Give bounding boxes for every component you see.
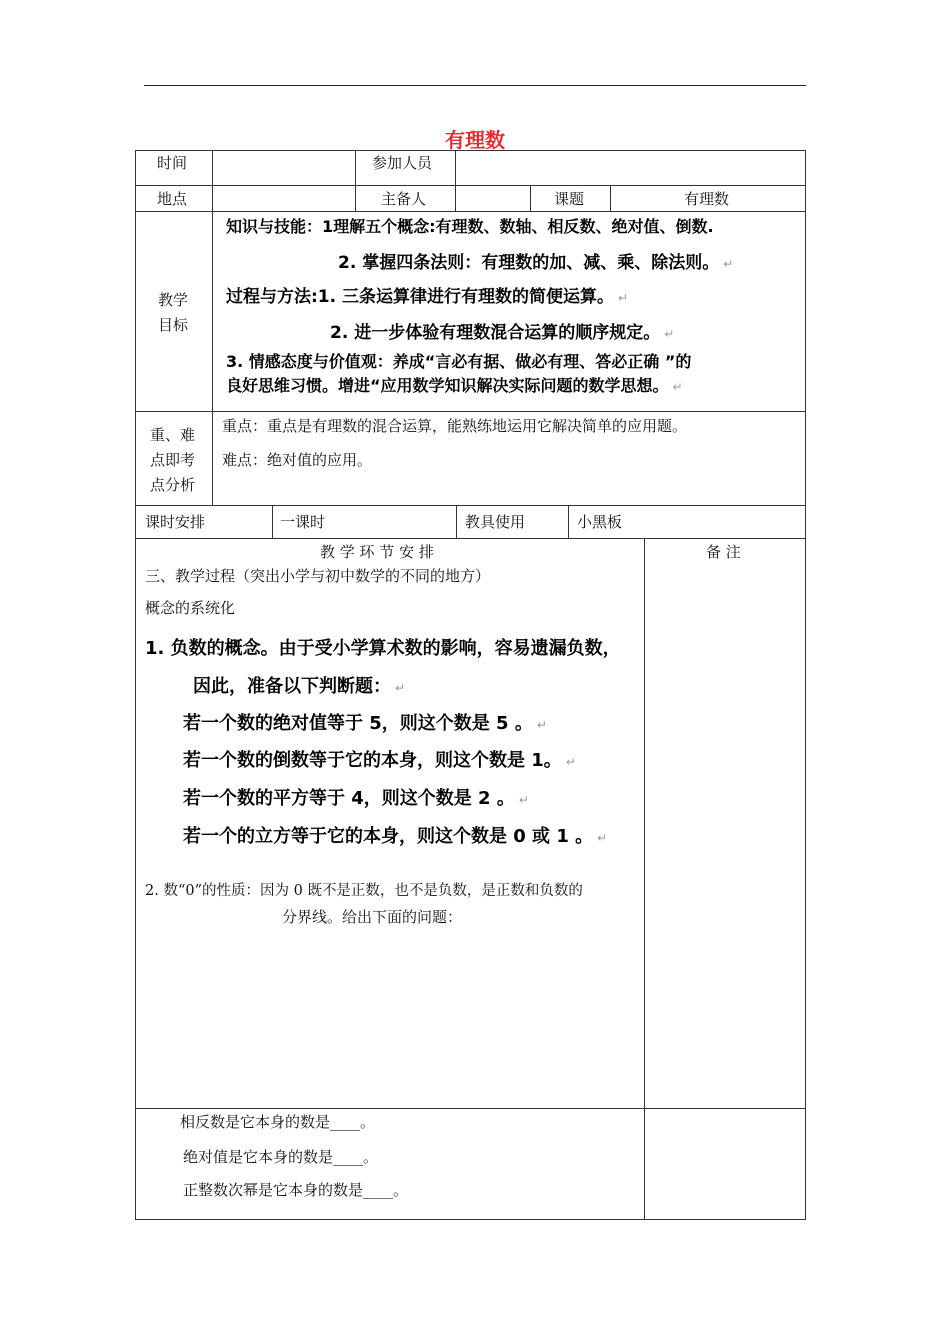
hours-label: 课时安排 <box>145 513 206 531</box>
return-mark-icon: ↵ <box>672 380 683 394</box>
return-mark-icon: ↵ <box>597 831 608 845</box>
page-title: 有理数 <box>445 128 505 152</box>
return-mark-icon: ↵ <box>618 291 629 305</box>
zero-property-cont: 分界线。给出下面的问题： <box>282 908 463 926</box>
return-mark-icon: ↵ <box>518 793 529 807</box>
process-header: 教 学 环 节 安 排 <box>320 543 434 561</box>
judgment-item <box>183 822 607 848</box>
judgment-item <box>183 784 529 810</box>
return-mark-icon: ↵ <box>723 257 734 271</box>
judgment-item <box>183 709 547 735</box>
judgment-text: 若一个数的倒数等于它的本身，则这个数是 1。 <box>183 750 562 771</box>
question-item: 绝对值是它本身的数是____。 <box>183 1148 379 1166</box>
keypoints-label: 点分析 <box>150 476 196 494</box>
section-subtitle: 概念的系统化 <box>145 599 236 617</box>
hours-value: 一课时 <box>280 513 326 531</box>
objective-line-text: 过程与方法:1. 三条运算律进行有理数的简便运算。 <box>226 287 615 307</box>
row-divider <box>135 538 806 539</box>
objectives-label: 教学 <box>158 291 189 309</box>
key-point-text: 重点：重点是有理数的混合运算，能熟练地运用它解决简单的应用题。 <box>222 417 688 435</box>
col-divider <box>212 150 213 505</box>
judgment-text: 若一个数的平方等于 4，则这个数是 2 。 <box>183 788 515 809</box>
judgment-text: 若一个的立方等于它的本身，则这个数是 0 或 1 。 <box>183 826 594 847</box>
objective-line <box>338 248 733 273</box>
col-divider <box>455 150 456 211</box>
objective-line-text: 2. 进一步体验有理数混合运算的顺序规定。 <box>330 323 661 343</box>
judgment-item <box>183 746 576 772</box>
objective-line <box>330 318 674 343</box>
judgment-intro <box>193 672 405 698</box>
col-divider <box>644 538 645 1220</box>
objective-line: 3. 情感态度与价值观：养成“言必有据、做必有理、答必正确 ”的 <box>226 352 692 371</box>
tools-value: 小黑板 <box>577 513 623 531</box>
objective-line-text: 2. 掌握四条法则：有理数的加、减、乘、除法则。 <box>338 253 720 273</box>
judgment-intro-text: 因此，准备以下判断题： <box>193 676 391 697</box>
keypoints-label: 点即考 <box>150 451 196 469</box>
return-mark-icon: ↵ <box>565 755 576 769</box>
col-divider <box>355 150 356 211</box>
objective-line-text: 良好思维习惯。增进“应用数学知识解决实际问题的数学思想。 <box>226 376 669 395</box>
objectives-label: 目标 <box>158 316 189 334</box>
remarks-header: 备 注 <box>706 543 741 561</box>
objective-line: 知识与技能：1理解五个概念:有理数、数轴、相反数、绝对值、倒数. <box>226 217 714 236</box>
question-item: 正整数次幂是它本身的数是____。 <box>183 1181 409 1199</box>
col-divider <box>456 505 457 538</box>
negative-number-concept: 1. 负数的概念。由于受小学算术数的影响，容易遗漏负数， <box>145 638 621 659</box>
col-divider <box>272 505 273 538</box>
participants-label: 参加人员 <box>372 154 433 172</box>
col-divider <box>530 185 531 211</box>
topic-label: 课题 <box>554 190 585 208</box>
return-mark-icon: ↵ <box>536 718 547 732</box>
col-divider <box>568 505 569 538</box>
row-divider <box>135 411 806 412</box>
row-divider <box>135 505 806 506</box>
difficult-point-text: 难点：绝对值的应用。 <box>222 451 373 469</box>
topic-value: 有理数 <box>684 190 730 208</box>
question-item: 相反数是它本身的数是____。 <box>180 1113 376 1131</box>
tools-label: 教具使用 <box>465 513 526 531</box>
top-rule <box>144 85 806 86</box>
judgment-text: 若一个数的绝对值等于 5，则这个数是 5 。 <box>183 713 533 734</box>
zero-property: 2. 数“0”的性质：因为 0 既不是正数，也不是负数，是正数和负数的 <box>145 883 583 899</box>
time-label: 时间 <box>157 154 188 172</box>
return-mark-icon: ↵ <box>664 327 675 341</box>
objective-line <box>226 282 628 307</box>
row-divider <box>135 1108 806 1109</box>
place-label: 地点 <box>157 190 188 208</box>
col-divider <box>610 185 611 211</box>
row-divider <box>135 185 806 186</box>
objective-line <box>226 373 683 396</box>
preparer-label: 主备人 <box>381 190 427 208</box>
section-title: 三、教学过程（突出小学与初中数学的不同的地方） <box>145 567 491 585</box>
return-mark-icon: ↵ <box>395 681 406 695</box>
row-divider <box>135 211 806 212</box>
keypoints-label: 重、难 <box>150 426 196 444</box>
